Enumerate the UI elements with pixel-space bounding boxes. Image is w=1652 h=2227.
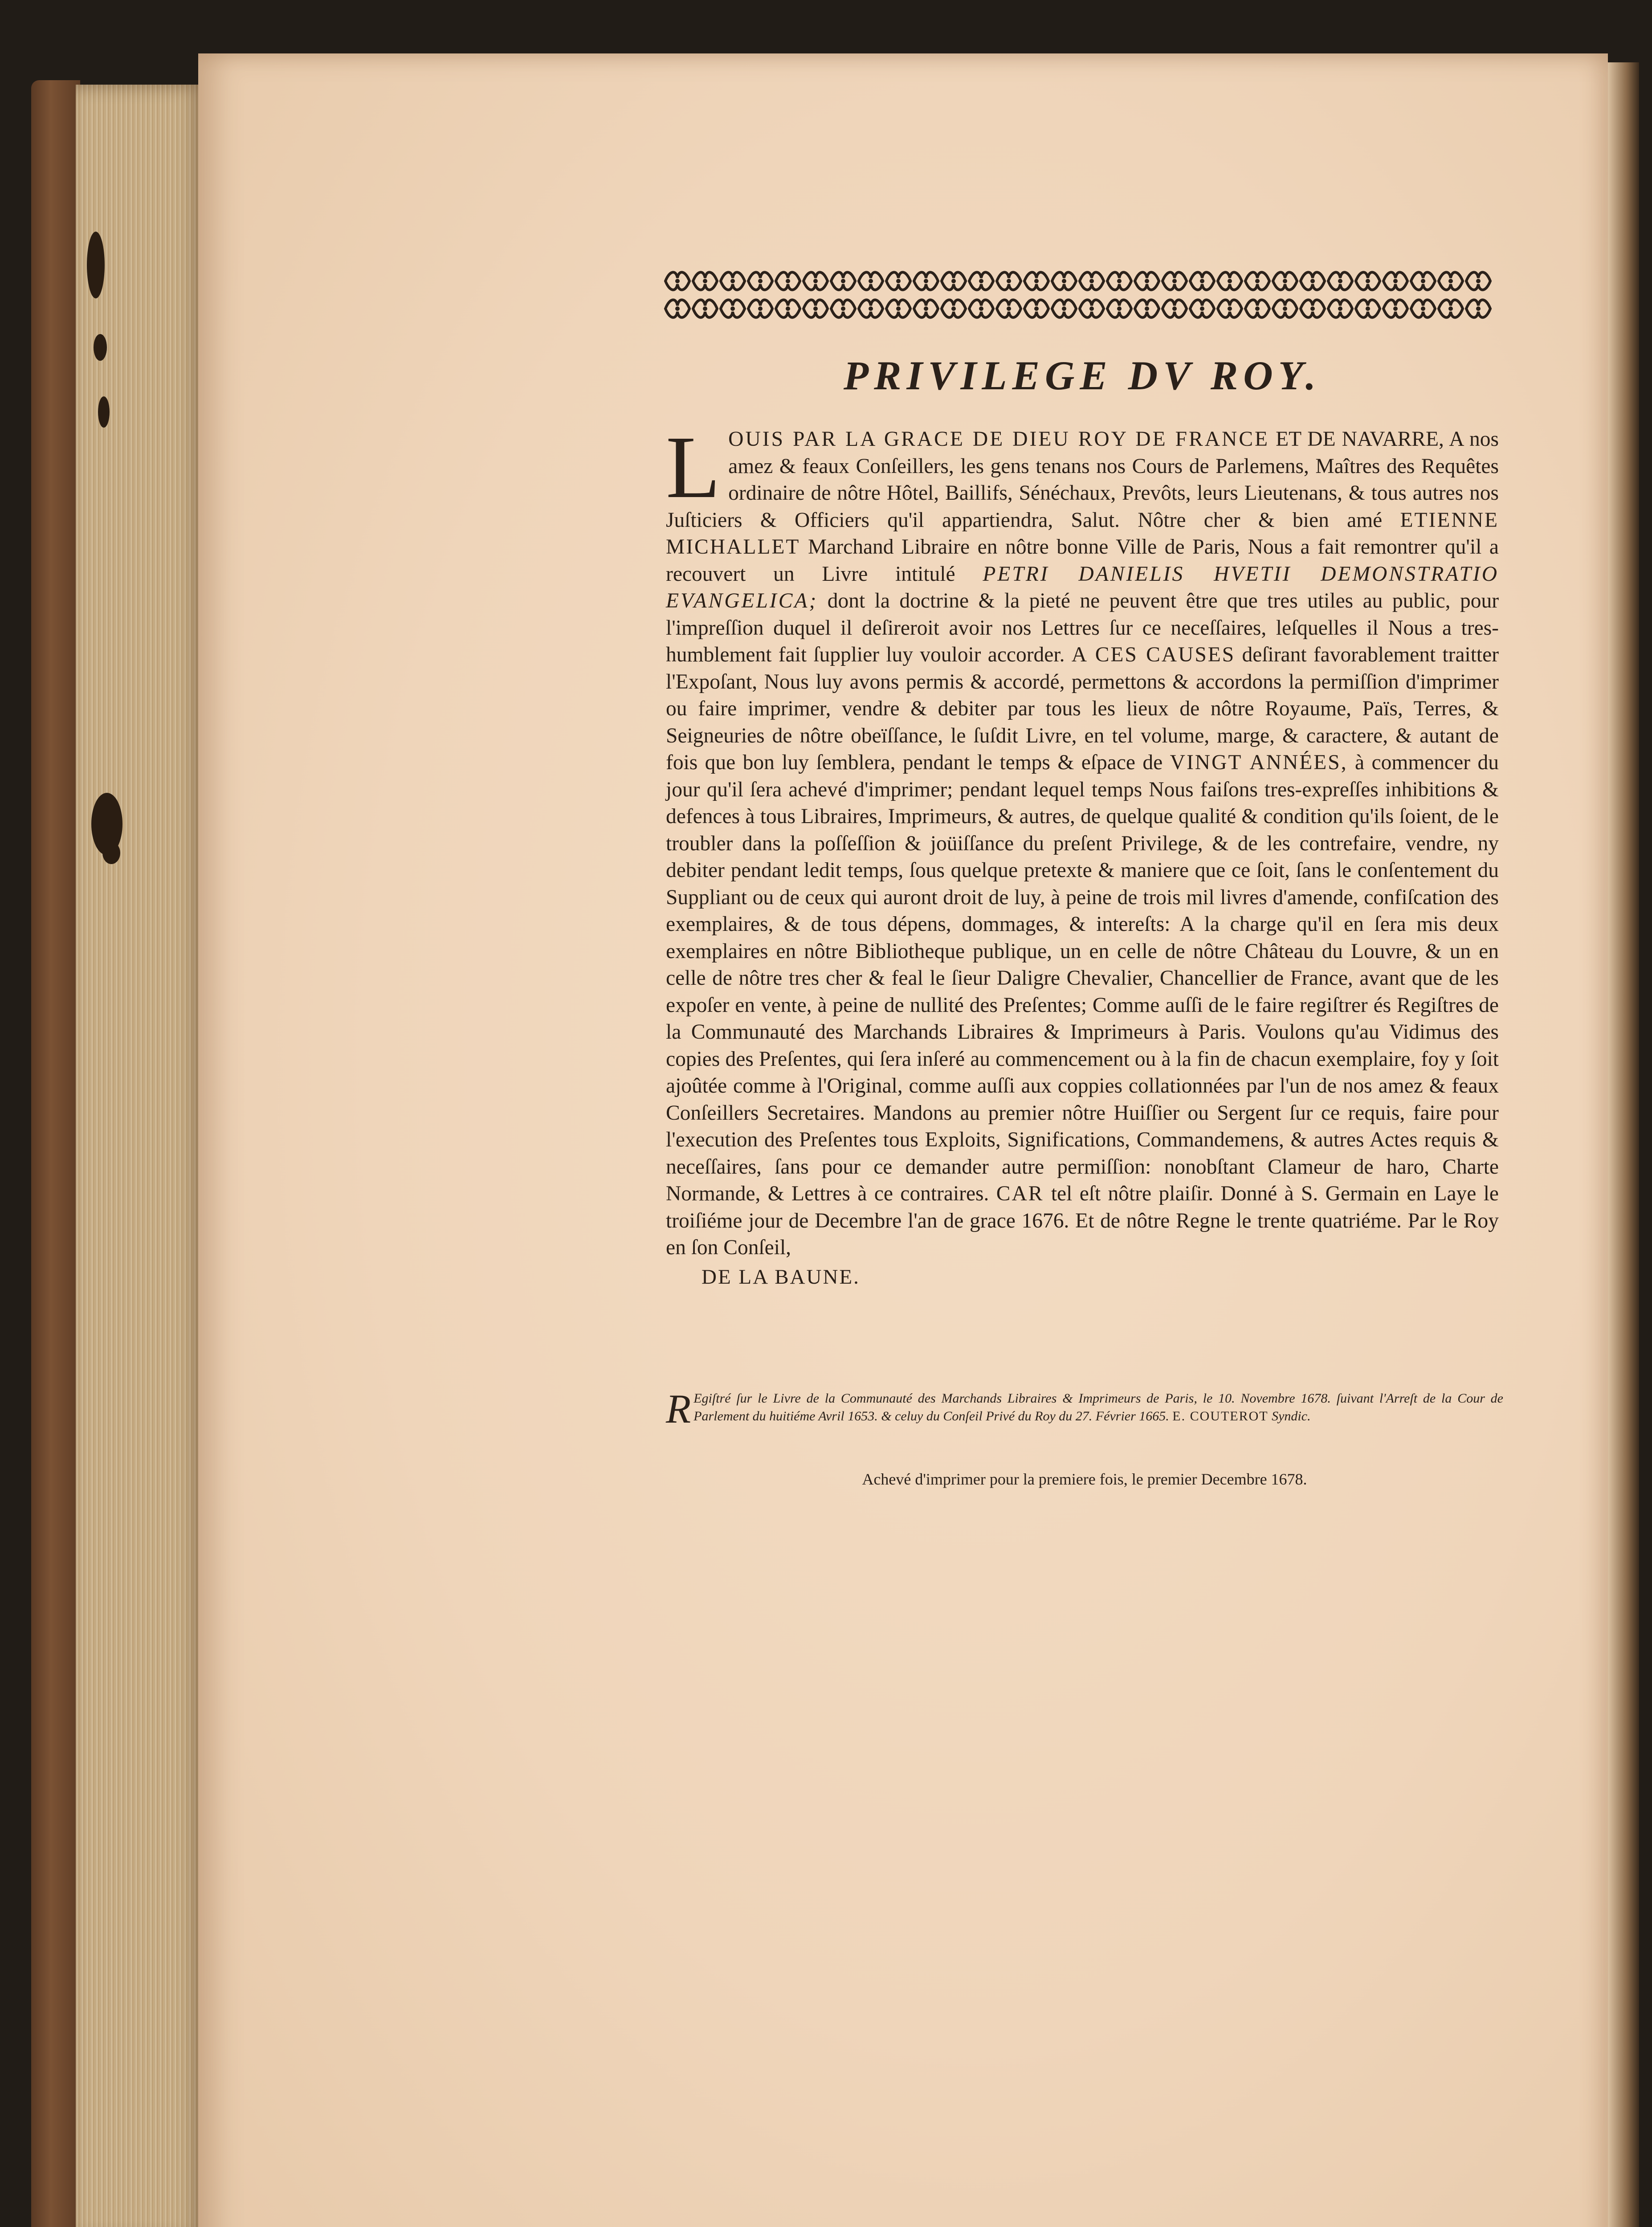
ornamental-band bbox=[664, 267, 1492, 323]
body-part-1: ET DE NAVARRE, A nos amez & feaux Conſeillers, les gens tenans nos Cours de Parlemens, Maîtres des Requêtes ordinaire de nôtre Hôtel, Baillifs, Sénéchaux, Prevôts, leurs Lieutenans, & tous autres nos Juſticiers & Officiers qu'il appartiendra, Salut. Nôtre cher & bien amé bbox=[666, 428, 1499, 532]
registration-text: Egiſtré ſur le Livre de la Communauté des Marchands Libraires & Imprimeurs de Paris, le 10. Novembre 1678. ſuivant l'Arreſt de la Cour de Parlement du huitiéme Avril 1653. & celuy du Conſeil Privé du Roy du 27. Février 1665. bbox=[693, 1391, 1503, 1423]
body-part-5: à commencer du jour qu'il ſera achevé d'imprimer; pendant lequel temps Nous faiſons tres-expreſſes inhibitions & defences à tous Libraires, Imprimeurs, & autres, de quelque qualité & condition qu'ils ſoient, de le troubler dans la poſſeſſion & joüiſſance du preſent Privilege, & de les contrefaire, vendre, ny debiter pendant ledit temps, ſous quelque pretexte & maniere que ce ſoit, ſans le conſentement du Suppliant ou de ceux qui auront droit de luy, à peine de trois mil livres d'amende, confiſcation des exemplaires, & de tous dépens, dommages, & intereſts: A la charge qu'il en ſera mis deux exemplaires en nôtre Bibliotheque publique, un en celle de nôtre Château du Louvre, & un en celle de nôtre tres cher & feal le ſieur Daligre Chevalier, Chancellier de France, avant que de les expoſer en vente, à peine de nullité des Preſentes; Comme auſſi de le faire regiſtrer és Regiſtres de la Communauté des Marchands Libraires & Imprimeurs à Paris. Voulons qu'au Vidimus des copies des Preſentes, qui ſera inſeré au commencement ou à la fin de chacun exemplaire, foy y ſoit ajoûtée comme à l'Original, comme auſſi aux coppies collationnées par l'un de nos amez & feaux Conſeillers Secretaires. Mandons au premier nôtre Huiſſier ou Sergent ſur ce requis, faire pour l'execution des Preſentes tous Exploits, Significations, Commandemens, & autres Actes requis & neceſſaires, ſans pour ce demander autre permiſſion: nonobſtant Clameur de haro, Charte Normande, & Lettres à ce contraires. bbox=[666, 751, 1499, 1205]
body-part-2: Marchand Libraire en nôtre bonne Ville de Paris, Nous a fait remontrer qu'il a recouvert un Livre intitulé bbox=[666, 535, 1499, 586]
privilege-text-block bbox=[666, 352, 1499, 1289]
body-part-4: deſirant favorablement traitter l'Expoſant, Nous luy avons permis & accordé, permettons & accordons la permiſſion d'imprimer ou faire imprimer, vendre & debiter par tous les lieux de nôtre Royaume, Païs, Terres, & Seigneuries de nôtre obeïſſance, le ſuſdit Livre, en tel volume, marge, & caractere, & autant de fois que bon luy ſemblera, pendant le temps & eſpace de bbox=[666, 643, 1499, 774]
car-word: CAR bbox=[996, 1182, 1044, 1205]
drop-cap: L bbox=[666, 418, 721, 517]
name-michallet: ETIENNE MICHALLET bbox=[666, 508, 1499, 559]
opening-line: OUIS PAR LA GRACE DE DIEU ROY DE FRANCE bbox=[728, 428, 1270, 451]
signature-de-la-baune: DE LA BAUNE. bbox=[702, 1265, 860, 1289]
facing-page-edge bbox=[1608, 62, 1639, 2227]
privilege-body bbox=[666, 418, 1499, 1261]
a-ces-causes: A CES CAUSES bbox=[1071, 643, 1236, 666]
book-spine bbox=[31, 80, 80, 2227]
term-vingt-annees: VINGT ANNÉES, bbox=[1170, 751, 1348, 774]
book-fore-edge bbox=[76, 85, 205, 2227]
page-title: PRIVILEGE DV ROY. bbox=[843, 353, 1322, 398]
registration-note bbox=[666, 1386, 1503, 1432]
registration-syndic: E. COUTEROT bbox=[1172, 1409, 1269, 1423]
body-part-3: dont la doctrine & la pieté ne peuvent être que tres utiles au public, pour l'impreſſion duquel il deſireroit avoir nos Lettres ſur ce neceſſaires, leſquelles il Nous a tres-humblement fait ſupplier luy vouloir accorder. bbox=[666, 589, 1499, 666]
registration-drop-cap: R bbox=[666, 1386, 691, 1432]
colophon: Achevé d'imprimer pour la premiere fois, le premier Decembre 1678. bbox=[862, 1470, 1307, 1488]
body-part-6: tel eſt nôtre plaiſir. Donné à S. Germain en Laye le troiſiéme jour de Decembre l'an de grace 1676. Et de nôtre Regne le trente quatriéme. Par le Roy en ſon Conſeil, bbox=[666, 1182, 1499, 1259]
book-title: PETRI DANIELIS HVETII DEMONSTRATIO EVANGELICA; bbox=[666, 562, 1499, 612]
registration-syndic-title: Syndic. bbox=[1272, 1409, 1311, 1423]
